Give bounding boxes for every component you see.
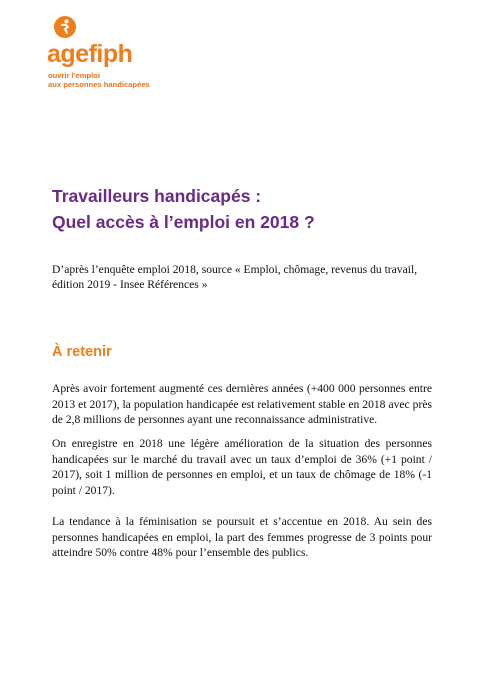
section-heading: À retenir	[52, 344, 112, 360]
title-line-1: Travailleurs handicapés :	[52, 186, 262, 206]
agefiph-logo	[47, 16, 177, 92]
logo-wordmark: agefiph	[47, 40, 133, 68]
logo-tagline	[48, 71, 150, 89]
paragraph-population: Après avoir fortement augmenté ces dernières années (+400 000 personnes entre 2013 et 2017), la population handicapée est relativement stable en 2018 avec près de 2,8 millions de personnes ayant une reconnaissance administrative.	[52, 382, 432, 426]
paragraph-employment-rate: On enregistre en 2018 une légère amélioration de la situation des personnes handicapées sur le marché du travail avec un taux d’emploi de 36% (+1 point / 2017), soit 1 million de personnes en emploi, et un taux de chômage de 18% (-1 point / 2017).	[52, 437, 432, 497]
agefiph-person-icon	[54, 16, 76, 38]
logo-tagline-line2: aux personnes handicapées	[48, 80, 150, 89]
page-title	[52, 183, 452, 235]
title-line-2: Quel accès à l’emploi en 2018 ?	[52, 212, 315, 232]
logo-tagline-line1: ouvrir l'emploi	[48, 71, 101, 80]
source-note: D’après l’enquête emploi 2018, source « Emploi, chômage, revenus du travail, édition 2019 - Insee Références »	[52, 263, 418, 291]
paragraph-feminisation: La tendance à la féminisation se poursuit et s’accentue en 2018. Au sein des personnes handicapées en emploi, la part des femmes progresse de 3 points pour atteindre 50% contre 48% pour l’ensemble des publics.	[52, 515, 432, 559]
